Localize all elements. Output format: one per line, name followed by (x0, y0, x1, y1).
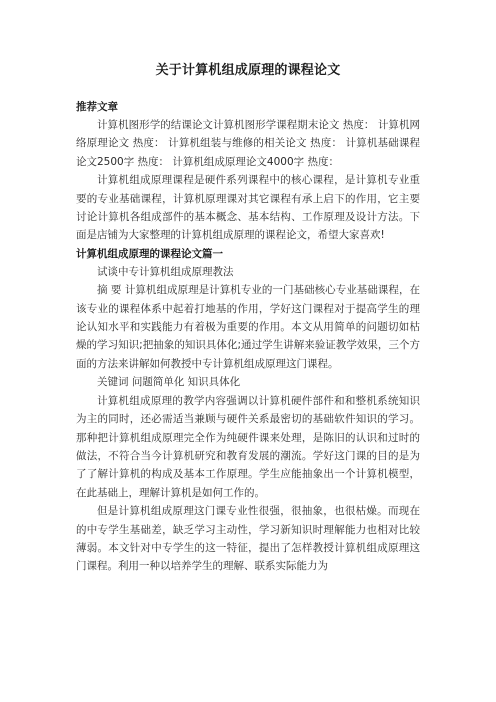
body-paragraph-2: 但是计算机组成原理这门课专业性很强，很抽象，也很枯燥。而现在的中专学生基础差，缺乏学习主动性，学习新知识时理解能力也相对比较薄弱。本文针对中专学生的这一特征，提出了怎样教授计算机组成原理这门课程。利用一种以培养学生的理解、联系实际能力为 (76, 505, 420, 573)
body-paragraph-1: 计算机组成原理的教学内容强调以计算机硬件部件和和整机系统知识为主的同时，还必需适当兼顾与硬件关系最密切的基础软件知识的学习。那种把计算机组成原理完全作为纯硬件课来处理，是陈旧的认识和过时的做法，不符合当今计算机研究和教育发展的潮流。学好这门课的目的是为了了解计算机的构成及基本工作原理。学生应能抽象出一个计算机模型，在此基础上，理解计算机是如何工作的。 (76, 394, 420, 499)
recommend-text: 计算机图形学的结课论文计算机图形学课程期末论文 热度： 计算机网络原理论文 热度： 计算机组装与维修的相关论文 热度： 计算机基础课程论文2500字 热度： 计算机组成原理论文4000字 热度： (76, 119, 420, 168)
recommend-heading: 推荐文章 (76, 101, 118, 113)
intro-paragraph: 计算机组成原理课程是硬件系列课程中的核心课程，是计算机专业重要的专业基础课程，计算机原理课对其它课程有承上启下的作用，它主要讨论计算机各组成部件的基本概念、基本结构、工作原理及设计方法。下面是店铺为大家整理的计算机组成原理的课程论文，希望大家喜欢! (76, 174, 420, 242)
section1-subtitle: 试谈中专计算机组成原理教法 (97, 265, 234, 278)
keywords-line: 关键词 问题简单化 知识具体化 (97, 376, 241, 389)
document-title: 关于计算机组成原理的课程论文 (155, 63, 341, 78)
section1-heading: 计算机组成原理的课程论文篇一 (76, 247, 223, 260)
abstract-paragraph: 摘 要 计算机组成原理是计算机专业的一门基础核心专业基础课程，在该专业的课程体系中起着打地基的作用，学好这门课程对于提高学生的理论认知水平和实践能力有着极为重要的作用。本文从用简单的问题切如枯燥的学习知识;把抽象的知识具体化;通过学生讲解来验证教学效果，三个方面的方法来讲解如何教授中专计算机组成原理这门课程。 (76, 284, 420, 370)
